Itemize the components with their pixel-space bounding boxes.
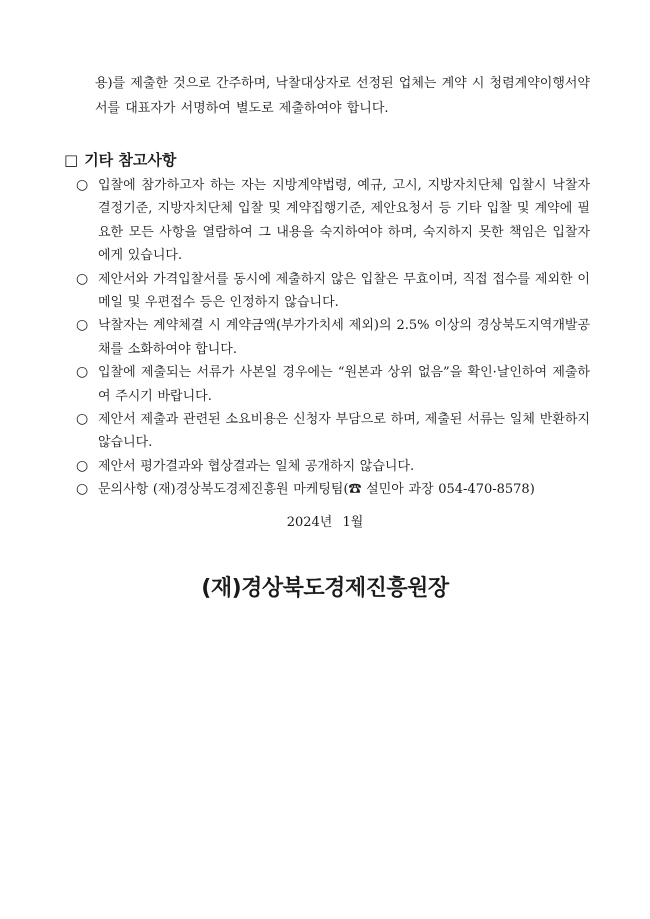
list-item [76,314,590,361]
circle-bullet-icon: ○ [76,481,89,498]
document-date: 2024년 1월 [286,515,364,530]
list-item [76,455,590,478]
circle-bullet-icon: ○ [76,270,89,287]
continued-paragraph: 용)를 제출한 것으로 간주하며, 낙찰대상자로 선정된 업체는 계약 시 청렴계약이행서약서를 대표자가 서명하여 별도로 제출하여야 합니다. [95,76,590,116]
section-heading-other-notes [64,148,176,172]
list-item-text: 제안서와 가격입찰서를 동시에 제출하지 않은 입찰은 무효이며, 직접 접수를 제외한 이메일 및 우편접수 등은 인정하지 않습니다. [98,271,590,311]
list-item-text: 제안서 제출과 관련된 소요비용은 신청자 부담으로 하며, 제출된 서류는 일체 반환하지 않습니다. [98,412,590,451]
issuer-name: (재)경상북도경제진흥원장 [201,576,449,601]
list-item-text: 낙찰자는 계약체결 시 계약금액(부가가치세 제외)의 2.5% 이상의 경상북도지역개발공채를 소화하여야 합니다. [98,318,590,357]
list-item [76,408,590,455]
notes-list [76,174,590,502]
circle-bullet-icon: ○ [76,457,89,474]
circle-bullet-icon: ○ [76,317,89,334]
section-marker: □ [64,151,79,169]
list-item-text: 입찰에 참가하고자 하는 자는 지방계약법령, 예규, 고시, 지방자치단체 입찰시 낙찰자 결정기준, 지방자치단체 입찰 및 계약집행기준, 제안요청서 등 기타 입찰 및 계약에 필요한 모든 사항을 열람하여 그 내용을 숙지하여야 하며, 숙지하지 못한 책임은 입찰자에게 있습니다. [98,178,590,264]
list-item [76,361,590,408]
list-item-text: 제안서 평가결과와 협상결과는 일체 공개하지 않습니다. [98,458,415,474]
circle-bullet-icon: ○ [76,364,89,381]
list-item [76,174,590,268]
circle-bullet-icon: ○ [76,177,89,193]
list-item [76,268,590,315]
circle-bullet-icon: ○ [76,411,89,428]
contact-item [76,478,590,501]
section-title: 기타 참고사항 [84,151,177,169]
list-item-text: 입찰에 제출되는 서류가 사본일 경우에는 “원본과 상위 없음”을 확인·날인하여 제출하여 주시기 바랍니다. [98,365,590,404]
contact-text: 문의사항 (재)경상북도경제진흥원 마케팅팀(☎ 설민아 과장 054-470-8578) [98,482,535,498]
